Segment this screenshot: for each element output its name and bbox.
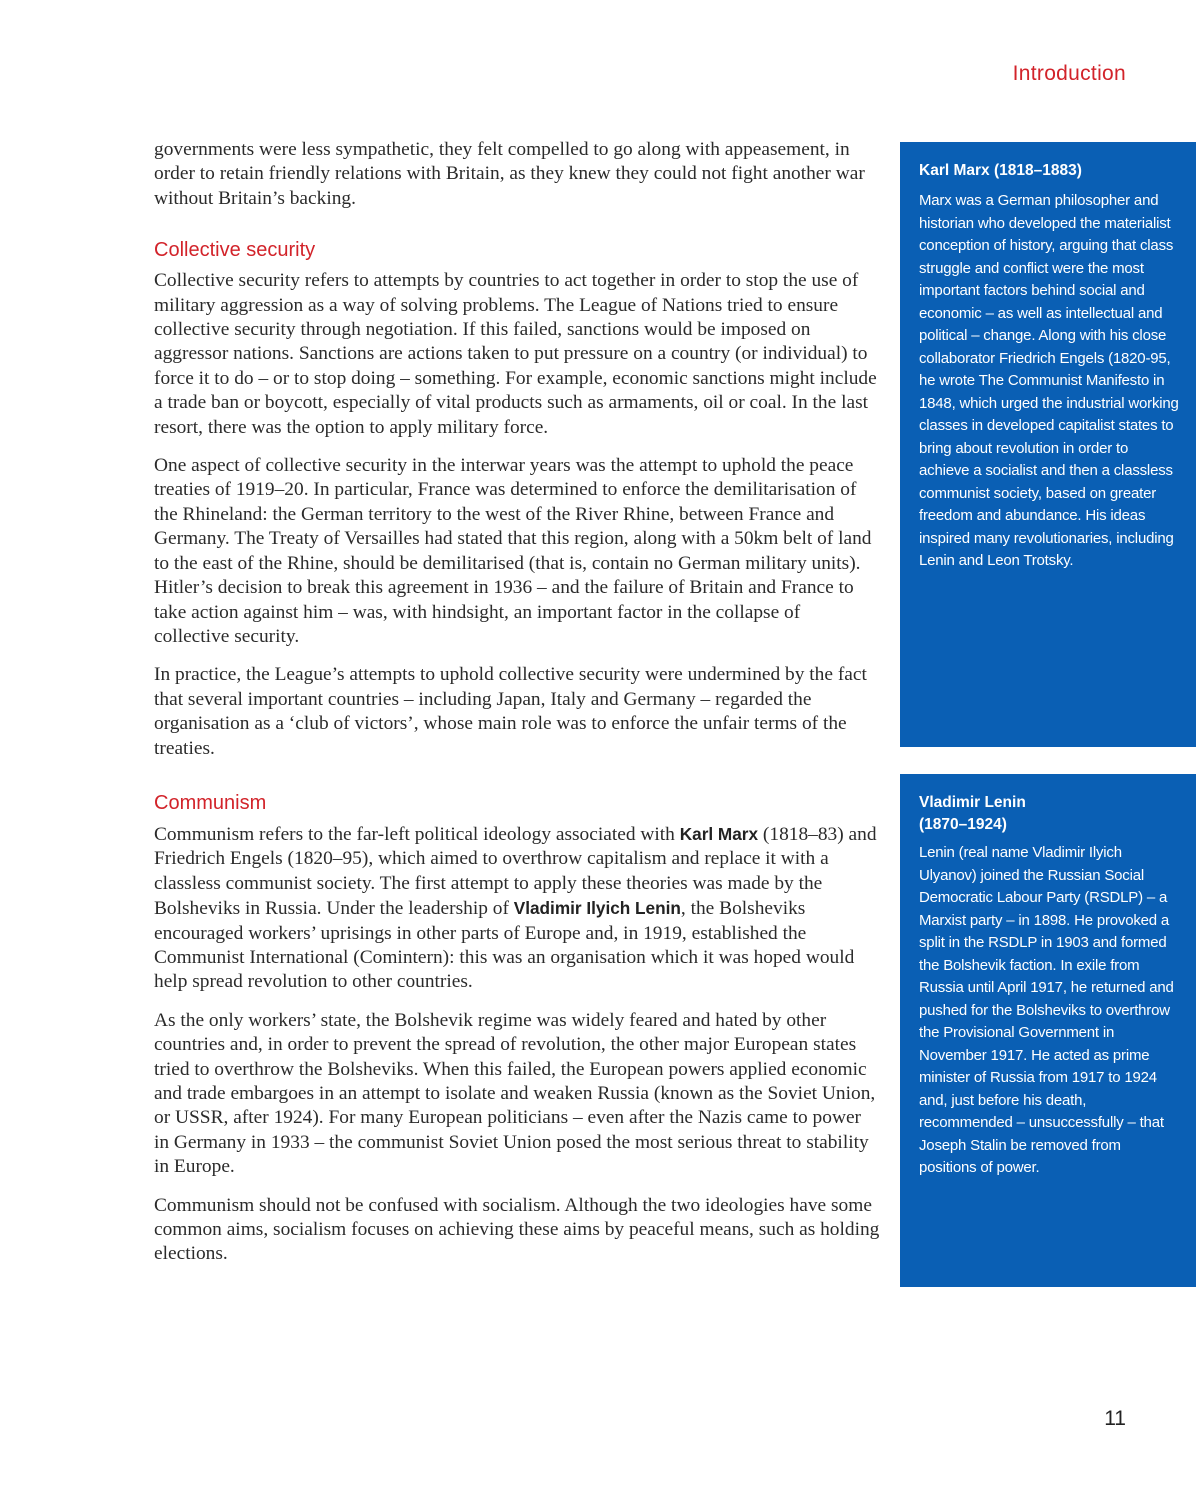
sidebar-title [919,792,1182,836]
sidebar-box-vladimir-lenin [900,774,1196,1287]
sidebar-box-karl-marx [900,142,1196,747]
body-paragraph: One aspect of collective security in the interwar years was the attempt to uphold the peace treaties of 1919–20. In particular, France was determined to enforce the demilitarisation of the Rhineland: the German territory to the west of the River Rhine, between France and Germany. The Treaty of Versailles had stated that this region, along with a 50km belt of land to the east of the Rhine, should be demilitarised (that is, contain no German military units). Hitler’s decision to break this agreement in 1936 – and the failure of Britain and France to take action against him – was, with hindsight, an important factor in the collapse of collective security. [154,455,872,647]
body-paragraph [154,822,880,995]
text-run: , the Bolsheviks encouraged workers’ uprisings in other parts of Europe and, in 1919, established the Communist International (Comintern): this was an organisation which it was hoped would help spread revolution to other countries. [154,898,855,993]
body-paragraph: In practice, the League’s attempts to uphold collective security were undermined by the fact that several important countries – including Japan, Italy and Germany – regarded the organisation as a ‘club of victors’, whose main role was to enforce the unfair terms of the treaties. [154,664,867,759]
text-run: Communism refers to the far-left political ideology associated with [154,823,680,845]
page-number: 11 [1104,1407,1126,1430]
section-heading-collective-security: Collective security [154,239,316,262]
body-paragraph: Collective security refers to attempts by countries to act together in order to stop the use of military aggression as a way of solving problems. The League of Nations tried to ensure collective security through negotiation. If this failed, sanctions would be imposed on aggressor nations. Sanctions are actions taken to put pressure on a country (or individual) to force it to do – or to stop doing – something. For example, economic sanctions might include a trade ban or boycott, especially of vital products such as armaments, oil or coal. In the last resort, there was the option to apply military force. [154,270,877,438]
body-paragraph: As the only workers’ state, the Bolshevik regime was widely feared and hated by other countries and, in order to prevent the spread of revolution, the other major European states tried to overthrow the Bolsheviks. When this failed, the European powers applied economic and trade embargoes in an attempt to isolate and weaken Russia (known as the Soviet Union, or USSR, after 1924). For many European politicians – even after the Nazis came to power in Germany in 1933 – the communist Soviet Union posed the most serious threat to stability in Europe. [154,1009,876,1178]
sidebar-title-line: (1870–1924) [919,816,1007,833]
text-run: (1818–83) and Friedrich Engels (1820–95), which aimed to overthrow capitalism and replace it with a classless communist society. The first attempt to apply these theories was made by the Bolsheviks in Russia. Under the leadership of [154,823,877,920]
sidebar-text: Lenin (real name Vladimir Ilyich Ulyanov) joined the Russian Social Democratic Labour Party (RSDLP) – a Marxist party – in 1898. He provoked a split in the RSDLP in 1903 and formed the Bolshevik faction. In exile from Russia until April 1917, he returned and pushed for the Bolsheviks to overthrow the Provisional Government in November 1917. He acted as prime minister of Russia from 1917 to 1924 and, just before his death, recommended – unsuccessfully – that Joseph Stalin be removed from positions of power. [919,844,1174,1176]
running-head: Introduction [1012,62,1126,85]
main-text-column [154,138,880,1281]
intro-paragraph: governments were less sympathetic, they felt compelled to go along with appeasement, in order to retain friendly relations with Britain, as they knew they could not fight another war without Britain’s backing. [154,139,865,209]
sidebar-title-line: Vladimir Lenin [919,794,1026,811]
sidebar-text: Marx was a German philosopher and historian who developed the materialist conception of history, arguing that class struggle and conflict were the most important factors behind social and economic – as well as intellectual and political – change. Along with his close collaborator Friedrich Engels (1820-95, he wrote The Communist Manifesto in 1848, which urged the industrial working classes in developed capitalist states to bring about revolution in order to achieve a socialist and then a classless communist society, based on greater freedom and abundance. His ideas inspired many revolutionaries, including Lenin and Leon Trotsky. [919,192,1179,569]
keyword-vladimir-lenin: Vladimir Ilyich Lenin [513,898,681,919]
section-heading-communism: Communism [154,791,267,814]
sidebar-title: Karl Marx (1818–1883) [919,162,1082,179]
body-paragraph: Communism should not be confused with socialism. Although the two ideologies have some common aims, socialism focuses on achieving these aims by peaceful means, such as holding elections. [154,1194,880,1265]
keyword-karl-marx: Karl Marx [679,823,759,844]
